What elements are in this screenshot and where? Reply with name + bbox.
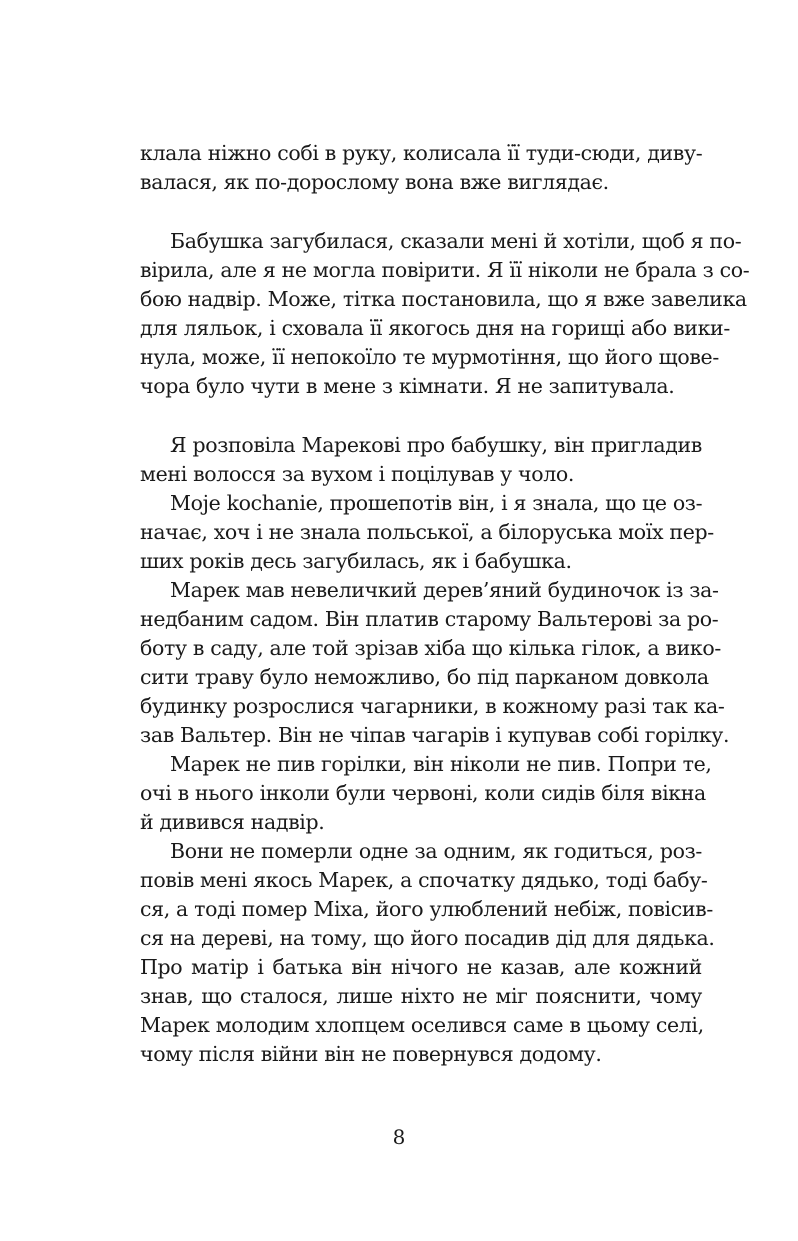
text-line: повів мені якось Марек, а спочатку дядько, тоді бабу- [140, 868, 708, 892]
text-line: чора було чути в мене з кімнати. Я не запитувала. [140, 374, 675, 398]
text-line: Про матір і батька він нічого не казав, але кожний [140, 955, 702, 979]
text-line: валася, як по-дорослому вона вже виглядає. [140, 170, 609, 194]
text-line: зав Вальтер. Він не чіпав чагарів і купував собі горілку. [140, 723, 730, 747]
text-line: вірила, але я не могла повірити. Я її ніколи не брала з со- [140, 258, 750, 282]
text-line: недбаним садом. Він платив старому Вальтерові за ро- [140, 607, 719, 631]
text-line: мені волосся за вухом і поцілував у чоло. [140, 462, 575, 486]
text-line: Марек не пив горілки, він ніколи не пив. Попри те, [170, 752, 712, 776]
text-line: ших років десь загубилась, як і бабушка. [140, 549, 572, 573]
text-line: знав, що сталося, лише ніхто не міг пояснити, чому [140, 984, 702, 1008]
text-line: Марек молодим хлопцем оселився саме в цьому селі, [140, 1013, 704, 1037]
text-line: боту в саду, але той зрізав хіба що кілька гілок, а вико- [140, 636, 721, 660]
text-line: ся, а тоді помер Міха, його улюблений небіж, повісив- [140, 897, 713, 921]
text-line: для ляльок, і сховала її якогось дня на горищі або вики- [140, 316, 730, 340]
text-line: нула, може, її непокоїло те мурмотіння, що його щове- [140, 345, 719, 369]
text-line: Бабушка загубилася, сказали мені й хотіли, щоб я по- [170, 229, 742, 253]
text-line: начає, хоч і не знала польської, а білоруська моїх пер- [140, 520, 714, 544]
text-line: Я розповіла Марекові про бабушку, він пригладив [170, 433, 702, 457]
text-line: клала ніжно собі в руку, колисала її туди-сюди, диву- [140, 141, 703, 165]
text-line: будинку розрослися чагарники, в кожному разі так ка- [140, 694, 725, 718]
text-line: бою надвір. Може, тітка постановила, що я вже завелика [140, 287, 747, 311]
text-line: ся на дереві, на тому, що його посадив дід для дядька. [140, 926, 715, 950]
text-line: Марек мав невеличкий дерев’яний будиночок із за- [170, 578, 719, 602]
text-line: чому після війни він не повернувся додому. [140, 1042, 602, 1066]
text-line: сити траву було неможливо, бо під парканом довкола [140, 665, 709, 689]
text-line: Вони не померли одне за одним, як годиться, роз- [170, 839, 702, 863]
page-number: 8 [392, 1125, 406, 1149]
text-line: очі в нього інколи були червоні, коли сидів біля вікна [140, 781, 706, 805]
text-line: й дивився надвір. [140, 810, 325, 834]
text-line: Moje kochanie, прошепотів він, і я знала, що це оз- [170, 491, 703, 515]
